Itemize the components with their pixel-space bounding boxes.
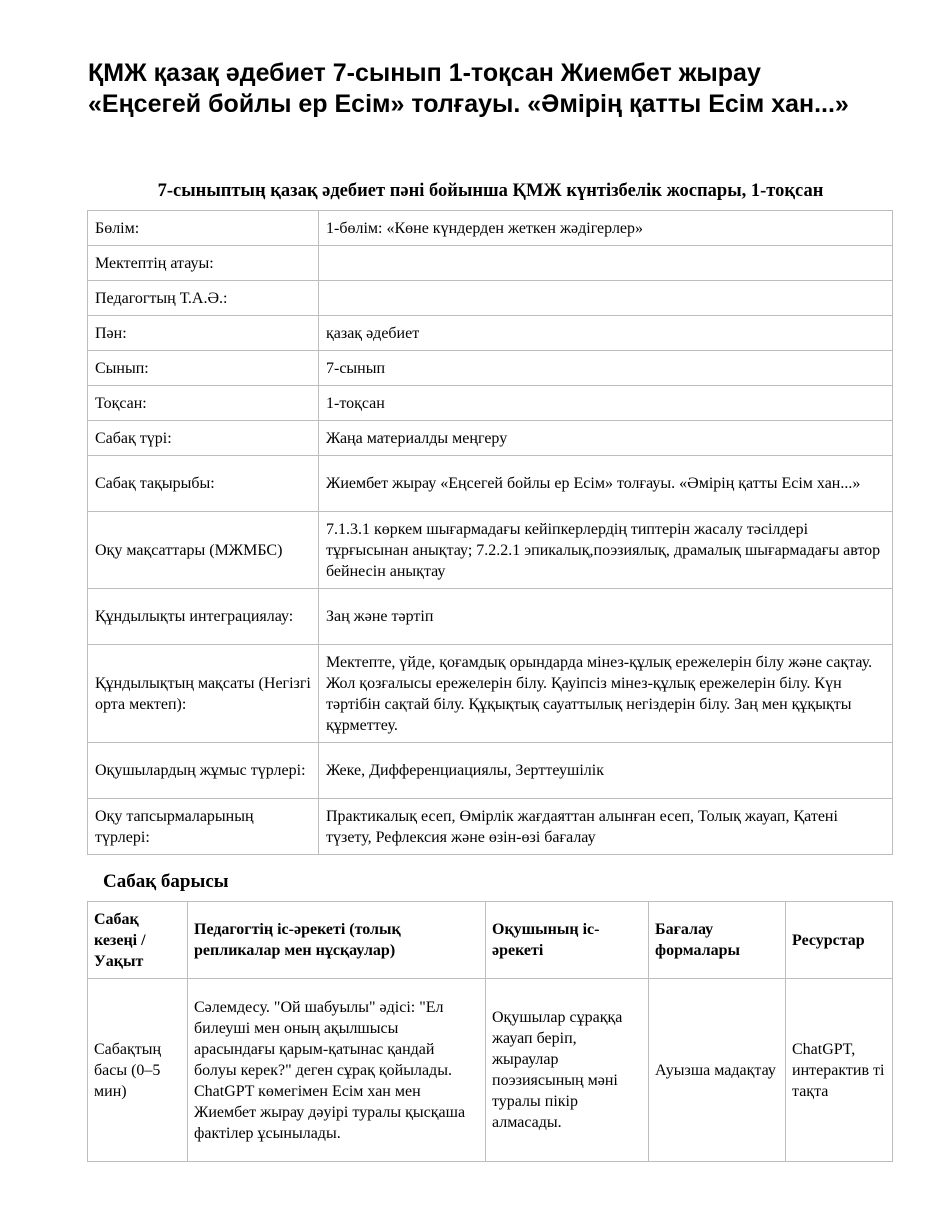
- row-label: Оқушылардың жұмыс түрлері:: [88, 743, 319, 799]
- row-label: Оқу мақсаттары (МЖМБС): [88, 512, 319, 589]
- table-row: [88, 979, 893, 1162]
- row-label: Сабақ тақырыбы:: [88, 456, 319, 512]
- table-row: [88, 351, 893, 386]
- resources-cell: ChatGPT, интерактив ті тақта: [786, 979, 893, 1162]
- table-row: [88, 589, 893, 645]
- table-header-row: [88, 902, 893, 979]
- table-row: [88, 281, 893, 316]
- column-header-teacher: Педагогтің іс-әрекеті (толық репликалар мен нұсқаулар): [188, 902, 486, 979]
- assessment-cell: Ауызша мадақтау: [649, 979, 786, 1162]
- row-label: Мектептің атауы:: [88, 246, 319, 281]
- column-header-assessment: Бағалау формалары: [649, 902, 786, 979]
- lesson-flow-table: [87, 901, 893, 1162]
- row-value: [319, 281, 893, 316]
- row-value: Жеке, Дифференциациялы, Зерттеушілік: [319, 743, 893, 799]
- row-label: Сабақ түрі:: [88, 421, 319, 456]
- lesson-flow-heading: Сабақ барысы: [103, 871, 229, 892]
- row-value: 7.1.3.1 көркем шығармадағы кейіпкерлердің типтерін жасалу тәсілдері тұрғысынан анықтау; 7.2.2.1 эпикалық,поэзиялық, драмалық шығармадағы автор бейнесін анықтау: [319, 512, 893, 589]
- row-value: Мектепте, үйде, қоғамдық орындарда мінез-құлық ережелерін білу және сақтау. Жол қозғалысы ережелерін білу. Қауіпсіз мінез-құлық ережелерін білу. Күн тәртібін сақтай білу. Құқықтық сауаттылық негіздерін білу. Заң мен құқықты құрметтеу.: [319, 645, 893, 743]
- table-row: [88, 645, 893, 743]
- table-row: [88, 743, 893, 799]
- row-value: 1-бөлім: «Көне күндерден жеткен жәдігерлер»: [319, 211, 893, 246]
- row-value: қазақ әдебиет: [319, 316, 893, 351]
- stage-cell: Сабақтың басы (0–5 мин): [88, 979, 188, 1162]
- teacher-activity-cell: Сәлемдесу. "Ой шабуылы" әдісі: "Ел билеуші мен оның ақылшысы арасындағы қарым-қатынас қандай болуы керек?" деген сұрақ қойылады. ChatGPT көмегімен Есім хан мен Жиембет жырау дәуірі туралы қысқаша фактілер ұсынылады.: [188, 979, 486, 1162]
- table-row: [88, 211, 893, 246]
- row-label: Құндылықты интеграциялау:: [88, 589, 319, 645]
- table-row: [88, 246, 893, 281]
- row-value: 1-тоқсан: [319, 386, 893, 421]
- row-value: [319, 246, 893, 281]
- table-row: [88, 512, 893, 589]
- row-label: Пән:: [88, 316, 319, 351]
- table-row: [88, 421, 893, 456]
- student-activity-cell: Оқушылар сұраққа жауап беріп, жыраулар поэзиясының мәні туралы пікір алмасады.: [486, 979, 649, 1162]
- row-value: Заң және тәртіп: [319, 589, 893, 645]
- row-label: Оқу тапсырмаларының түрлері:: [88, 799, 319, 855]
- row-value: Практикалық есеп, Өмірлік жағдаяттан алынған есеп, Толық жауап, Қатені түзету, Рефлексия және өзін-өзі бағалау: [319, 799, 893, 855]
- row-value: Жаңа материалды меңгеру: [319, 421, 893, 456]
- lesson-info-table: [87, 210, 893, 855]
- row-value: 7-сынып: [319, 351, 893, 386]
- table-row: [88, 316, 893, 351]
- row-label: Педагогтың Т.А.Ә.:: [88, 281, 319, 316]
- row-value: Жиембет жырау «Еңсегей бойлы ер Есім» толғауы. «Әмірің қатты Есім хан...»: [319, 456, 893, 512]
- document-title: ҚМЖ қазақ әдебиет 7-сынып 1-тоқсан Жиембет жырау «Еңсегей бойлы ер Есім» толғауы. «Әмірің қатты Есім хан...»: [88, 59, 849, 118]
- row-label: Тоқсан:: [88, 386, 319, 421]
- plan-subtitle: 7-сыныптың қазақ әдебиет пәні бойынша ҚМЖ күнтізбелік жоспары, 1-тоқсан: [157, 181, 824, 201]
- row-label: Құндылықтың мақсаты (Негізгі орта мектеп):: [88, 645, 319, 743]
- column-header-stage: Сабақ кезеңі / Уақыт: [88, 902, 188, 979]
- table-row: [88, 456, 893, 512]
- column-header-resources: Ресурстар: [786, 902, 893, 979]
- row-label: Сынып:: [88, 351, 319, 386]
- table-row: [88, 799, 893, 855]
- column-header-student: Оқушының іс-әрекеті: [486, 902, 649, 979]
- table-row: [88, 386, 893, 421]
- row-label: Бөлім:: [88, 211, 319, 246]
